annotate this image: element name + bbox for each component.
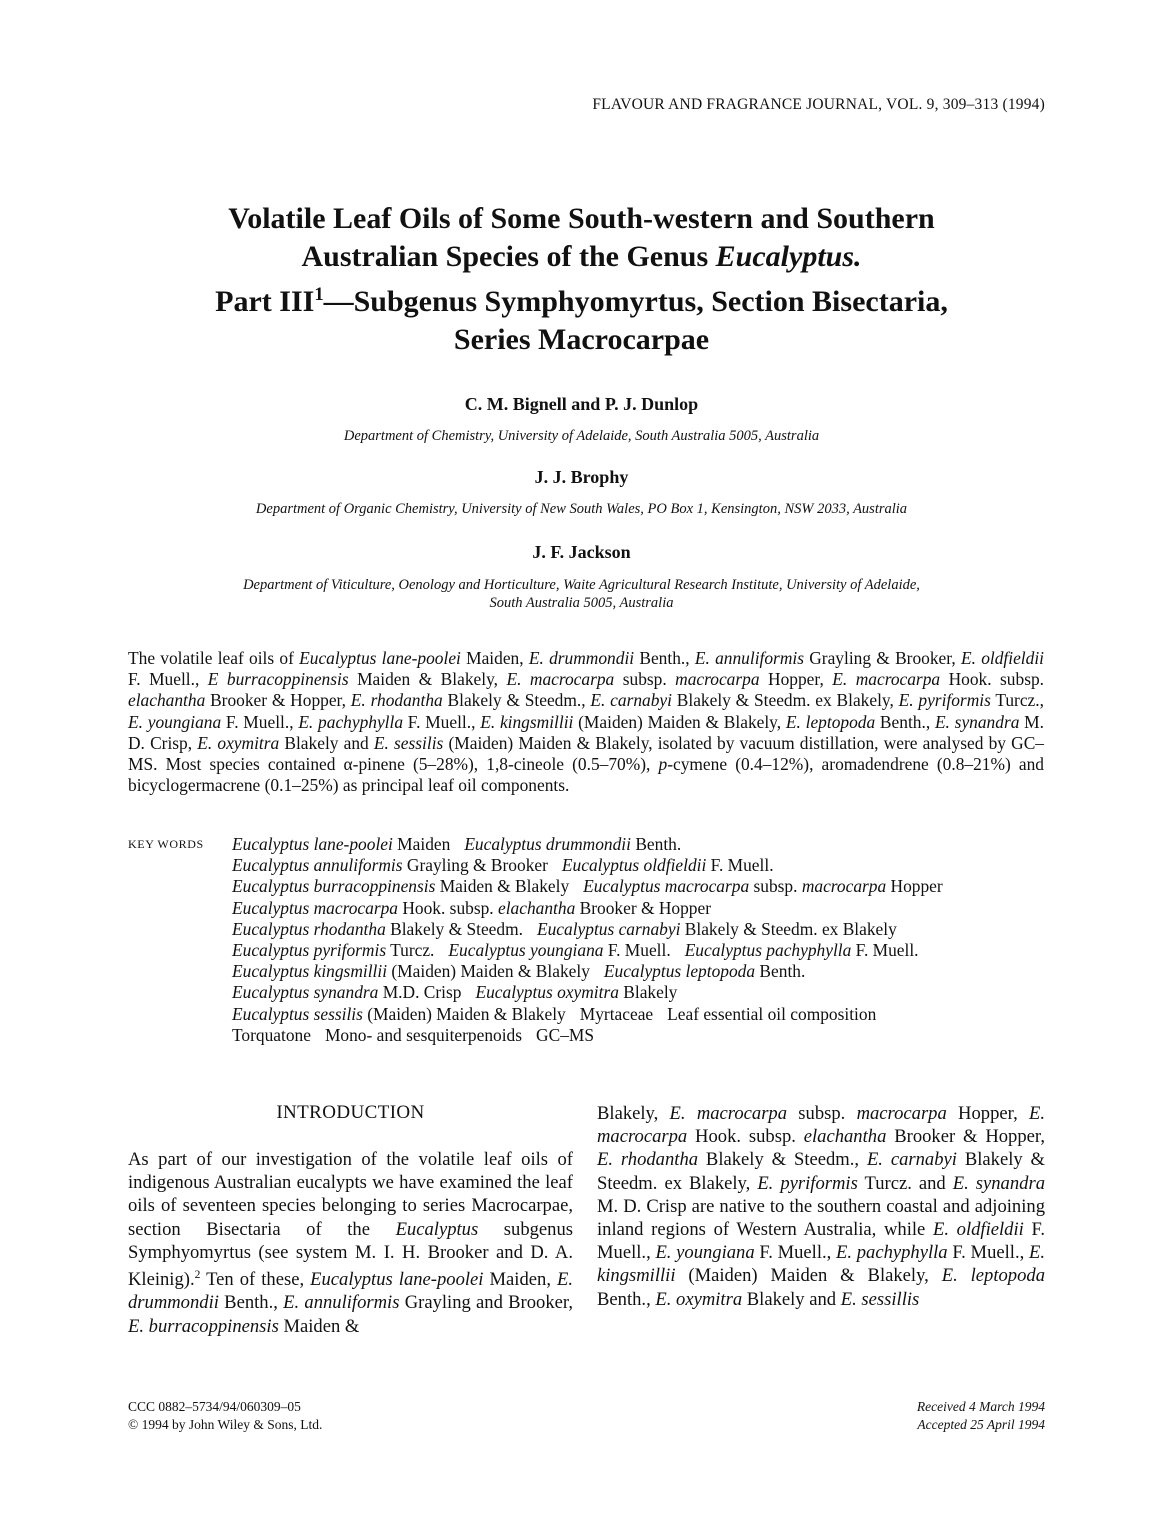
abstract-text: Benth.,	[875, 711, 935, 732]
introduction-right-column-italic: E. pyriformis	[757, 1172, 858, 1194]
keyword-text: Blakely	[618, 982, 678, 1003]
introduction-right-column-text: Blakely,	[597, 1103, 670, 1124]
keyword-text: Grayling & Brooker	[402, 855, 548, 876]
keyword-line	[232, 855, 957, 876]
keyword-line	[232, 919, 957, 940]
abstract-italic: E. leptopoda	[785, 711, 876, 732]
keyword-italic: Eucalyptus carnabyi	[536, 918, 681, 939]
keyword-italic: Eucalyptus youngiana	[448, 940, 604, 961]
abstract-italic: elachantha	[128, 690, 206, 711]
title-line-2	[120, 238, 1043, 276]
abstract-text: Blakely & Steedm. ex Blakely,	[671, 690, 899, 711]
introduction-right-column-italic: E. sessillis	[840, 1288, 920, 1310]
introduction-left-column-text: Maiden,	[483, 1269, 557, 1291]
abstract-text: F. Muell.,	[403, 711, 481, 732]
abstract-italic: Eucalyptus lane-poolei	[299, 648, 461, 668]
introduction-right-column-text: subsp.	[787, 1103, 857, 1124]
abstract	[128, 648, 1044, 796]
introduction-right-column-text: Hopper,	[946, 1103, 1029, 1124]
introduction-right-column-text: Blakely & Steedm.,	[698, 1149, 867, 1171]
introduction-left-column-text: Ten of these,	[200, 1269, 311, 1291]
keyword-item	[537, 919, 897, 939]
introduction-right-column-text: Turcz. and	[857, 1172, 953, 1194]
keyword-text: Hook. subsp.	[397, 897, 498, 918]
introduction-right-column-text: Benth.,	[597, 1288, 656, 1310]
abstract-text: Blakely & Steedm.,	[442, 690, 591, 711]
keyword-italic: macrocarpa	[801, 876, 887, 897]
keyword-text: Benth.	[755, 961, 806, 982]
footer-dates-block	[917, 1398, 1045, 1434]
abstract-italic: E. pyriformis	[898, 690, 991, 711]
introduction-left-column-italic: Eucalyptus	[395, 1218, 479, 1240]
introduction-right-column-italic: E. leptopoda	[941, 1265, 1045, 1287]
keyword-line	[232, 1025, 957, 1046]
abstract-italic: E. pachyphylla	[298, 711, 404, 732]
introduction-heading: INTRODUCTION	[276, 1102, 425, 1123]
keyword-text: F. Muell.	[706, 855, 774, 876]
keyword-line	[232, 940, 957, 961]
keyword-text: Torquatone	[232, 1024, 311, 1045]
keyword-item	[536, 1025, 594, 1045]
introduction-right-column-italic: E. rhodantha	[597, 1149, 699, 1171]
introduction-left-column-text: As part of our investigation of the volatile leaf oils of indigenous Australian eucalypts we have examined the leaf oils of seventeen species belonging to series Macrocarpae, section Bisectaria of the	[128, 1149, 573, 1240]
introduction-right-column-text: M. D. Crisp are native to the southern coastal and adjoining inland regions of Western Australia, while	[597, 1195, 1045, 1241]
introduction-right-column-italic: E. pachyphylla	[836, 1242, 948, 1264]
abstract-text: Maiden,	[460, 648, 529, 668]
affiliation-3	[120, 576, 1043, 612]
introduction-right-column-italic: E. synandra	[952, 1172, 1045, 1194]
keyword-text: Hopper	[886, 876, 943, 897]
abstract-text: F. Muell.,	[221, 711, 299, 732]
keyword-text: Maiden	[392, 834, 451, 854]
title-genus: Eucalyptus.	[715, 240, 862, 273]
keyword-item	[232, 961, 590, 981]
abstract-text: Benth.,	[634, 648, 695, 668]
title-subgenus: —Subgenus Symphyomyrtus, Section Bisectaria,	[323, 285, 948, 318]
introduction-right-column-text: Hook. subsp.	[687, 1126, 804, 1148]
keyword-italic: Eucalyptus pyriformis	[232, 940, 387, 961]
abstract-text: Maiden & Blakely,	[348, 669, 507, 690]
keyword-text: Mono- and sesquiterpenoids	[324, 1024, 523, 1045]
abstract-italic: macrocarpa	[675, 669, 760, 690]
abstract-text: M. D. Crisp,	[128, 711, 1044, 753]
introduction-right-column-text: F. Muell.,	[597, 1219, 1045, 1264]
abstract-italic: E. rhodantha	[350, 690, 443, 711]
introduction-right-column-italic: E. oxymitra	[655, 1288, 743, 1310]
affiliation-2: Department of Organic Chemistry, University of New South Wales, PO Box 1, Kensington, NSW 2033, Australia	[255, 501, 908, 517]
abstract-text: Brooker & Hopper,	[205, 690, 351, 711]
title-line-2-text: Australian Species of the Genus	[301, 240, 716, 273]
received-date: Received 4 March 1994	[916, 1399, 1045, 1414]
title-line-4: Series Macrocarpae	[453, 323, 710, 356]
abstract-italic: E. annuliformis	[694, 648, 804, 668]
author-group-1: C. M. Bignell and P. J. Dunlop	[464, 394, 699, 414]
keyword-line	[232, 834, 957, 855]
keyword-text: Turcz.	[386, 940, 435, 961]
abstract-italic: E. sessilis	[373, 732, 444, 753]
keyword-italic: Eucalyptus drummondii	[464, 834, 631, 854]
keyword-text: (Maiden) Maiden & Blakely	[387, 961, 590, 982]
introduction-right-column-text: Blakely and	[742, 1288, 841, 1310]
keyword-item	[667, 1004, 876, 1024]
introduction-left-column-italic: E. drummondii	[128, 1269, 574, 1314]
keyword-text: Leaf essential oil composition	[667, 1003, 877, 1024]
introduction-right-column-italic: E. macrocarpa	[597, 1103, 1045, 1148]
keyword-item	[232, 898, 711, 918]
abstract-italic: E burracoppinensis	[207, 669, 349, 690]
abstract-italic: E. oxymitra	[197, 732, 280, 753]
abstract-italic: E. macrocarpa	[506, 669, 615, 690]
keyword-italic: Eucalyptus annuliformis	[232, 855, 403, 876]
keyword-italic: Eucalyptus macrocarpa	[583, 876, 750, 897]
abstract-text: Grayling & Brooker,	[803, 648, 961, 668]
abstract-italic: E. oldfieldii	[960, 648, 1045, 668]
title-line-1: Volatile Leaf Oils of Some South-western and Southern	[228, 202, 935, 235]
keyword-italic: Eucalyptus burracoppinensis	[232, 876, 436, 897]
keyword-italic: elachantha	[498, 897, 576, 918]
keyword-item	[232, 1025, 311, 1045]
abstract-text: Hook. subsp.	[940, 669, 1044, 690]
keyword-text: Blakely & Steedm. ex Blakely	[680, 918, 897, 939]
keyword-item	[580, 1004, 653, 1024]
introduction-left-column-text: Benth.,	[218, 1292, 284, 1314]
abstract-italic: E. drummondii	[528, 648, 635, 668]
introduction-right-column-italic: E. youngiana	[655, 1242, 755, 1264]
abstract-text: F. Muell.,	[128, 669, 208, 690]
keyword-italic: Eucalyptus sessilis	[232, 1003, 363, 1024]
title-line-3	[120, 276, 1043, 321]
keyword-italic: Eucalyptus pachyphylla	[684, 940, 852, 961]
keyword-item	[325, 1025, 522, 1045]
keyword-text: Blakely & Steedm.	[385, 918, 523, 939]
keyword-italic: Eucalyptus kingsmillii	[232, 961, 388, 982]
keyword-line	[232, 1004, 957, 1025]
article-title	[120, 200, 1043, 359]
introduction-right-column-text: F. Muell.,	[754, 1242, 837, 1264]
abstract-italic: E. kingsmillii	[480, 711, 574, 732]
abstract-text: (Maiden) Maiden & Blakely, isolated by vacuum distillation, were analysed by GC–MS. Most species contained α-pinene (5–28%), 1,8-cineole (0.5–70%),	[128, 732, 1045, 775]
title-part: Part III	[215, 285, 315, 318]
author-group-2: J. J. Brophy	[534, 467, 629, 487]
introduction-right-column	[597, 1102, 1045, 1311]
abstract-italic: E. carnabyi	[590, 690, 672, 711]
keyword-italic: Eucalyptus leptopoda	[603, 961, 756, 982]
keyword-text: subsp.	[749, 876, 802, 897]
keyword-text: Maiden & Blakely	[435, 876, 570, 897]
introduction-right-column-italic: E. oldfieldii	[932, 1219, 1024, 1241]
keyword-item	[685, 940, 919, 960]
affiliation-3-line-1: Department of Viticulture, Oenology and Horticulture, Waite Agricultural Research Institute, University of Adelaide,	[243, 577, 920, 593]
keyword-italic: Eucalyptus rhodantha	[232, 918, 386, 939]
keyword-item	[464, 834, 681, 854]
introduction-right-column-text: (Maiden) Maiden & Blakely,	[675, 1265, 942, 1287]
abstract-text: Turcz.,	[990, 690, 1044, 711]
accepted-date: Accepted 25 April 1994	[917, 1417, 1045, 1432]
introduction-left-column	[128, 1148, 573, 1338]
keyword-line	[232, 876, 957, 897]
introduction-left-column-italic: Eucalyptus lane-poolei	[310, 1269, 484, 1291]
abstract-text: (Maiden) Maiden & Blakely,	[573, 711, 786, 732]
abstract-italic: p	[658, 754, 668, 775]
keyword-text: Brooker & Hopper	[575, 897, 711, 918]
keyword-item	[232, 876, 569, 896]
abstract-italic: E. macrocarpa	[832, 669, 941, 690]
affiliation-3-line-2: South Australia 5005, Australia	[489, 595, 674, 611]
keyword-item	[604, 961, 805, 981]
keywords-list	[232, 834, 957, 1046]
introduction-right-column-text: Blakely & Steedm. ex Blakely,	[597, 1149, 1045, 1194]
keyword-italic: Eucalyptus lane-poolei	[232, 834, 393, 854]
introduction-right-column-italic: macrocarpa	[856, 1103, 947, 1124]
introduction-right-column-text: F. Muell.,	[947, 1242, 1029, 1264]
keyword-text: F. Muell.	[851, 940, 919, 961]
keyword-text: M.D. Crisp	[378, 982, 462, 1003]
copyright-line: © 1994 by John Wiley & Sons, Ltd.	[128, 1417, 323, 1432]
introduction-right-column-text: Brooker & Hopper,	[886, 1126, 1045, 1148]
keyword-item	[583, 876, 943, 896]
keyword-item	[448, 940, 670, 960]
keyword-text: (Maiden) Maiden & Blakely	[362, 1003, 566, 1024]
keyword-italic: Eucalyptus macrocarpa	[232, 897, 398, 918]
keyword-italic: Eucalyptus oxymitra	[475, 982, 619, 1003]
abstract-italic: E. synandra	[934, 711, 1020, 732]
keyword-line	[232, 961, 957, 982]
keyword-line	[232, 898, 957, 919]
keyword-item	[232, 1004, 566, 1024]
abstract-text: The volatile leaf oils of	[128, 648, 300, 668]
abstract-italic: E. youngiana	[128, 711, 222, 732]
abstract-text: subsp.	[614, 669, 676, 690]
introduction-left-column-text: subgenus Symphyomyrtus (see system M. I. H. Brooker and D. A. Kleinig).	[128, 1218, 574, 1291]
keyword-line	[232, 982, 957, 1003]
title-footnote-mark: 1	[314, 284, 324, 305]
introduction-right-column-italic: E. macrocarpa	[669, 1103, 788, 1124]
keyword-text: F. Muell.	[603, 940, 671, 961]
ccc-code: CCC 0882–5734/94/060309–05	[128, 1399, 301, 1414]
author-group-3: J. F. Jackson	[532, 542, 631, 562]
keyword-item	[232, 982, 461, 1002]
abstract-text: -cymene (0.4–12%), aromadendrene (0.8–21%) and bicyclogermacrene (0.1–25%) as principal leaf oil components.	[128, 754, 1044, 796]
introduction-right-column-italic: elachantha	[803, 1126, 887, 1148]
keyword-item	[475, 982, 677, 1002]
keyword-italic: Eucalyptus oldfieldii	[561, 855, 707, 876]
keywords-label: KEY WORDS	[128, 837, 204, 851]
introduction-right-column-italic: E. kingsmillii	[597, 1242, 1045, 1287]
footer-copyright-block	[128, 1398, 322, 1434]
introduction-right-column-italic: E. carnabyi	[866, 1149, 957, 1171]
introduction-left-column-text: Grayling and Brooker,	[399, 1292, 573, 1314]
keyword-italic: Eucalyptus synandra	[232, 982, 379, 1003]
abstract-text: Blakely and	[279, 732, 374, 753]
keyword-text: GC–MS	[536, 1024, 595, 1045]
introduction-left-column-italic: E. burracoppinensis	[128, 1315, 279, 1337]
running-head: FLAVOUR AND FRAGRANCE JOURNAL, VOL. 9, 309–313 (1994)	[592, 96, 1045, 113]
introduction-left-column-italic: E. annuliformis	[283, 1292, 400, 1314]
keyword-item	[232, 855, 548, 875]
keyword-item	[232, 919, 523, 939]
keyword-text: Myrtaceae	[579, 1003, 654, 1024]
introduction-left-column-text: Maiden &	[278, 1315, 360, 1337]
affiliation-1: Department of Chemistry, University of Adelaide, South Australia 5005, Australia	[343, 428, 820, 444]
introduction-left-column-superscript: 2	[194, 1269, 201, 1282]
keyword-item	[562, 855, 774, 875]
keyword-item	[232, 834, 450, 854]
keyword-item	[232, 940, 434, 960]
abstract-text: Hopper,	[759, 669, 833, 690]
keyword-text: Benth.	[630, 834, 682, 854]
